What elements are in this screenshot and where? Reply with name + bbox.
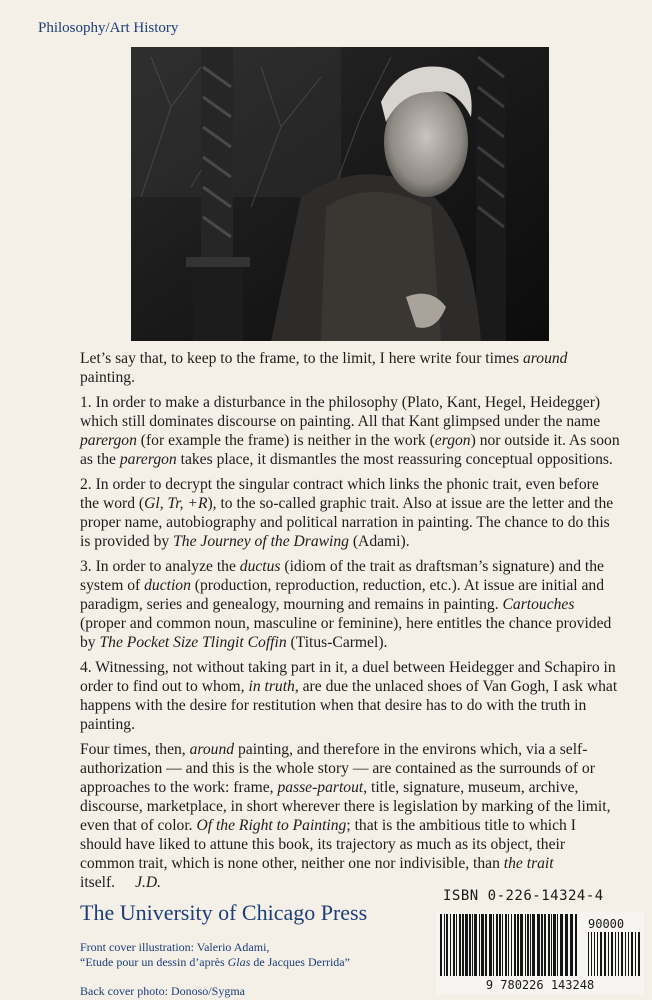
back-cover-credit: Back cover photo: Donoso/Sygma xyxy=(80,984,245,998)
description xyxy=(80,349,620,898)
signature: J.D. xyxy=(135,874,162,891)
point-4: 4. Witnessing, not without taking part in it, a duel between Heidegger and Schapiro in order to find out to whom, in truth, are due the unlaced shoes of Van Gogh, I ask what happens with the desire for restitution when that desire has to do with the truth in painting. xyxy=(80,659,618,733)
isbn: ISBN 0-226-14324-4 xyxy=(443,888,604,904)
point-1: 1. In order to make a disturbance in the philosophy (Plato, Kant, Hegel, Heidegger) which still dominates discourse on painting. All that Kant glimpsed under the name parergon (for example the frame) is neither in the work (ergon) nor outside it. As soon as the parergon takes place, it dismantles the most reassuring conceptual oppositions. xyxy=(80,394,620,468)
closing-paragraph: Four times, then, around painting, and therefore in the environs which, via a self-authorization — and this is the whole story — are contained as the surrounds of or approaches to the work: frame, passe-partout, title, signature, museum, archive, discourse, marketplace, in short wherever there is legislation by marking of the limit, even that of color. Of the Right to Painting; that is the ambitious title to which I should have liked to attune this book, its trajectory as much as its object, their common trait, which is none other, neither one nor indivisible, than the trait itself. J.D. xyxy=(80,741,611,891)
price-code: 90000 xyxy=(588,917,625,931)
point-2: 2. In order to decrypt the singular contract which links the phonic trait, even before the word (Gl, Tr, +R), to the so-called graphic trait. Also at issue are the letter and the proper name, autobiography and political narration in painting. The chance to do this is provided by The Journey of the Drawing (Adami). xyxy=(80,476,614,550)
point-3: 3. In order to analyze the ductus (idiom of the trait as draftsman’s signature) and the system of duction (production, reproduction, reduction, etc.). At issue are initial and paradigm, series and genealogy, mourning and remains in painting. Cartouches (proper and common noun, masculine or feminine), here entitles the chance provided by The Pocket Size Tlingit Coffin (Titus-Carmel). xyxy=(80,558,612,651)
front-cover-credit-line-2: “Etude pour un dessin d’après Glas de Jacques Derrida” xyxy=(80,955,350,969)
barcode-digits: 9 780226 143248 xyxy=(485,978,595,992)
author-photo xyxy=(131,47,549,341)
front-cover-credit-line-1: Front cover illustration: Valerio Adami, xyxy=(80,940,270,954)
category-label: Philosophy/Art History xyxy=(38,20,179,36)
credits xyxy=(80,940,350,999)
publisher-name: The University of Chicago Press xyxy=(80,900,368,925)
intro-paragraph: Let’s say that, to keep to the frame, to the limit, I here write four times around painting. xyxy=(80,350,568,386)
